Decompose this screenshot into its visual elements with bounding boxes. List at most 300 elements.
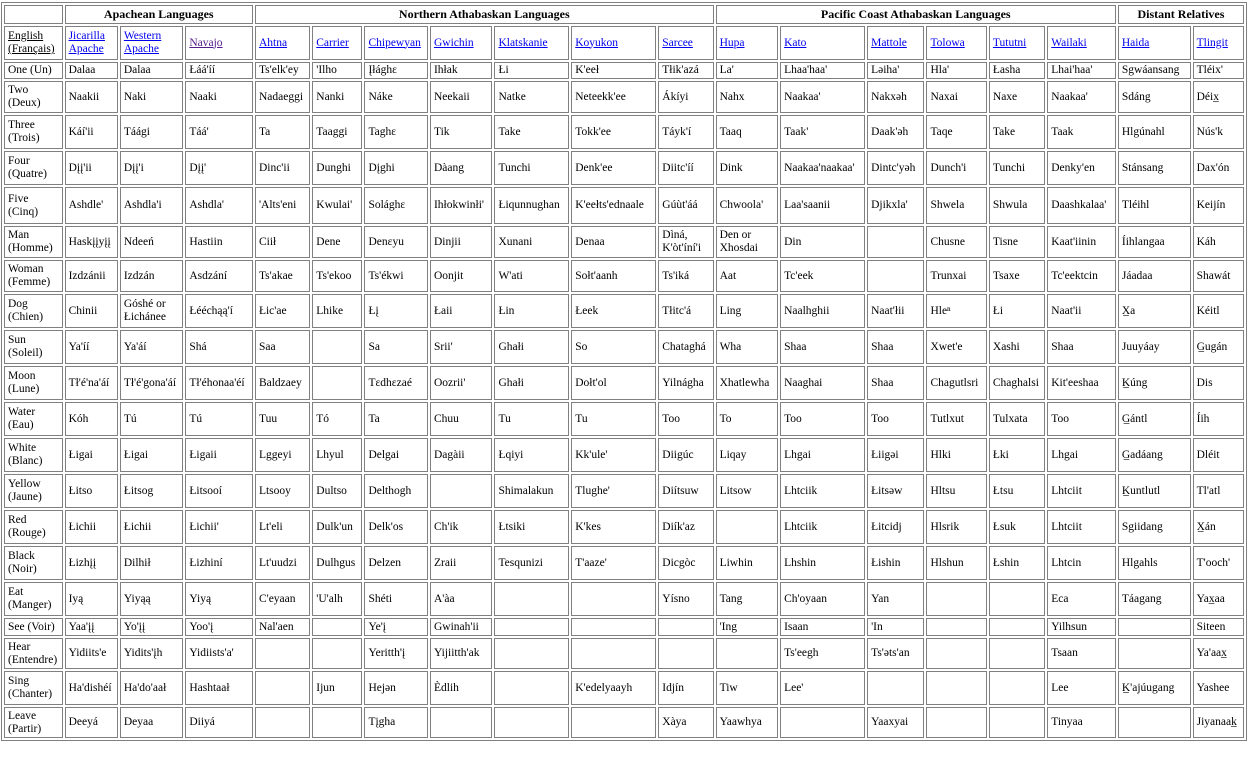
table-row <box>4 638 1244 669</box>
word-cell-wailaki: Kit'eeshaa <box>1047 366 1116 400</box>
word-cell-tolowa <box>926 618 986 636</box>
word-cell-tututni: Naxe <box>989 81 1045 113</box>
word-cell-gwichin: Zraii <box>430 546 492 580</box>
word-cell-tolowa: Hlsrik <box>926 510 986 544</box>
corner-cell <box>4 5 63 24</box>
word-cell-koyukon: Tokk'ee <box>571 115 656 149</box>
word-cell-wailaki: Lhtciit <box>1047 510 1116 544</box>
word-cell-klatskanie: Ghałi <box>494 330 569 364</box>
row-gloss: Red (Rouge) <box>4 510 63 544</box>
language-header-tututni <box>989 26 1045 60</box>
word-cell-haida <box>1118 618 1191 636</box>
word-cell-klatskanie <box>494 638 569 669</box>
language-link-navajo[interactable]: Navajo <box>189 36 223 49</box>
word-cell-koyukon: Tlughe' <box>571 474 656 508</box>
word-cell-ahtna: Ts'akae <box>255 260 310 292</box>
word-cell-navajo: Tł'éhonaa'éí <box>185 366 253 400</box>
word-cell-sarcee <box>658 618 713 636</box>
word-cell-kato: Lhgai <box>780 438 865 472</box>
word-cell-navajo: Łigaii <box>185 438 253 472</box>
word-cell-kato: Naalhghii <box>780 294 865 328</box>
word-cell-haida: Sgiidang <box>1118 510 1191 544</box>
word-cell-gwichin: Ihłokwinłi' <box>430 187 492 224</box>
word-cell-wailaki: Shaa <box>1047 330 1116 364</box>
word-cell-chipewyan: Hejən <box>364 671 428 705</box>
word-cell-ahtna <box>255 638 310 669</box>
word-cell-mattole: Djikxla' <box>867 187 924 224</box>
word-cell-hupa: La' <box>716 62 778 79</box>
group-header-pacific-coast-athabaskan-languages: Pacific Coast Athabaskan Languages <box>716 5 1116 24</box>
word-cell-kato: Din <box>780 226 865 258</box>
word-cell-tlingit: Káh <box>1193 226 1244 258</box>
word-cell-tlingit: Shawát <box>1193 260 1244 292</box>
word-cell-koyukon: Neteekk'ee <box>571 81 656 113</box>
language-link-kato[interactable]: Kato <box>784 36 807 49</box>
word-cell-haida: Íihlangaa <box>1118 226 1191 258</box>
word-cell-sarcee: Ts'iká <box>658 260 713 292</box>
word-cell-ahtna: Lggeyi <box>255 438 310 472</box>
word-cell-kato: Naakaa'naakaa' <box>780 151 865 185</box>
word-cell-carrier: Dene <box>312 226 362 258</box>
word-cell-klatskanie <box>494 582 569 616</box>
word-cell-chipewyan: Sa <box>364 330 428 364</box>
word-cell-tlingit: Nús'k <box>1193 115 1244 149</box>
word-cell-haida: X̲a <box>1118 294 1191 328</box>
word-cell-koyukon <box>571 582 656 616</box>
word-cell-carrier <box>312 707 362 738</box>
word-cell-tlingit: Tl'atl <box>1193 474 1244 508</box>
word-cell-mattole: Nakxəh <box>867 81 924 113</box>
word-cell-hupa: To <box>716 402 778 436</box>
word-cell-chipewyan: Tįgha <box>364 707 428 738</box>
word-cell-kato: Lhtciik <box>780 474 865 508</box>
word-cell-tolowa: Taqe <box>926 115 986 149</box>
language-link-western-apache[interactable]: Western Apache <box>123 30 162 55</box>
word-cell-tolowa: Xwet'e <box>926 330 986 364</box>
word-cell-jicarilla-apache: Tł'é'na'áí <box>65 366 118 400</box>
word-cell-haida: K̲'ajúugang <box>1118 671 1191 705</box>
table-row <box>4 546 1244 580</box>
word-cell-western-apache: Ha'do'aał <box>120 671 184 705</box>
group-header-northern-athabaskan-languages: Northern Athabaskan Languages <box>255 5 714 24</box>
word-cell-tututni: Take <box>989 115 1045 149</box>
word-cell-jicarilla-apache: Łizhįį <box>65 546 118 580</box>
word-cell-chipewyan: Taghɛ <box>364 115 428 149</box>
word-cell-carrier: Dultso <box>312 474 362 508</box>
table-row <box>4 81 1244 113</box>
word-cell-ahtna: Nadaeggi <box>255 81 310 113</box>
word-cell-wailaki: Lhtciit <box>1047 474 1116 508</box>
word-cell-chipewyan: Delthogh <box>364 474 428 508</box>
word-cell-sarcee: Gúùt'áá <box>658 187 713 224</box>
word-cell-navajo: Yiyą <box>185 582 253 616</box>
word-cell-tututni: Łtsu <box>989 474 1045 508</box>
word-cell-tututni <box>989 707 1045 738</box>
word-cell-kato: Isaan <box>780 618 865 636</box>
word-cell-mattole: Łiigəi <box>867 438 924 472</box>
word-cell-klatskanie <box>494 707 569 738</box>
word-cell-gwichin: A'àa <box>430 582 492 616</box>
word-cell-hupa: Dink <box>716 151 778 185</box>
word-cell-tututni: Łi <box>989 294 1045 328</box>
word-cell-tututni: Łsuk <box>989 510 1045 544</box>
table-row <box>4 62 1244 79</box>
language-link-ahtna[interactable]: Ahtna <box>258 36 288 49</box>
word-cell-wailaki: Kaat'iinin <box>1047 226 1116 258</box>
table-row <box>4 618 1244 636</box>
word-cell-hupa: Liwhin <box>716 546 778 580</box>
row-gloss: Man (Homme) <box>4 226 63 258</box>
word-cell-haida: Sdáng <box>1118 81 1191 113</box>
word-cell-wailaki: Lhtcin <box>1047 546 1116 580</box>
language-link-jicarilla-apache[interactable]: Jicarilla Apache <box>68 30 105 55</box>
word-cell-tlingit: G̲ugán <box>1193 330 1244 364</box>
word-cell-western-apache: Dilhił <box>120 546 184 580</box>
word-cell-koyukon: Kk'ule' <box>571 438 656 472</box>
word-cell-wailaki: Naat'ii <box>1047 294 1116 328</box>
word-cell-sarcee <box>658 638 713 669</box>
row-gloss: Sing (Chanter) <box>4 671 63 705</box>
word-cell-western-apache: Izdzán <box>120 260 184 292</box>
word-cell-tlingit: T'ooch' <box>1193 546 1244 580</box>
word-cell-tututni: Łshin <box>989 546 1045 580</box>
word-cell-jicarilla-apache: Káí'ii <box>65 115 118 149</box>
language-link-tututni[interactable]: Tututni <box>992 36 1027 49</box>
word-cell-gwichin: Srii' <box>430 330 492 364</box>
word-cell-kato: Naakaa' <box>780 81 865 113</box>
word-cell-gwichin: Ihłak <box>430 62 492 79</box>
word-cell-navajo: Łitsooí <box>185 474 253 508</box>
word-cell-hupa: 'Ing <box>716 618 778 636</box>
vocabulary-table <box>1 2 1247 741</box>
word-cell-western-apache: Dįį'i <box>120 151 184 185</box>
word-cell-hupa <box>716 638 778 669</box>
language-header-hupa <box>716 26 778 60</box>
row-gloss: Dog (Chien) <box>4 294 63 328</box>
language-header-gwichin <box>430 26 492 60</box>
word-cell-carrier: Taaggi <box>312 115 362 149</box>
word-cell-jicarilla-apache: Chinii <box>65 294 118 328</box>
word-cell-western-apache: Dalaa <box>120 62 184 79</box>
word-cell-ahtna: Ta <box>255 115 310 149</box>
word-cell-klatskanie: Tu <box>494 402 569 436</box>
word-cell-carrier: Kwulai' <box>312 187 362 224</box>
word-cell-sarcee: Chataghá <box>658 330 713 364</box>
word-cell-klatskanie: Łqiyi <box>494 438 569 472</box>
word-cell-ahtna: Ltsooy <box>255 474 310 508</box>
word-cell-wailaki: Yilhsun <box>1047 618 1116 636</box>
word-cell-ahtna: Saa <box>255 330 310 364</box>
word-cell-gwichin: Neekaii <box>430 81 492 113</box>
word-cell-mattole: Yaaxyai <box>867 707 924 738</box>
word-cell-sarcee: Táyk'í <box>658 115 713 149</box>
word-cell-wailaki: Lhai'haa' <box>1047 62 1116 79</box>
language-header-carrier <box>312 26 362 60</box>
word-cell-ahtna: C'eyaan <box>255 582 310 616</box>
word-cell-sarcee: Diík'az <box>658 510 713 544</box>
word-cell-koyukon: So <box>571 330 656 364</box>
row-gloss: Three (Trois) <box>4 115 63 149</box>
word-cell-ahtna <box>255 707 310 738</box>
word-cell-chipewyan: Delk'os <box>364 510 428 544</box>
table-row <box>4 260 1244 292</box>
language-header-ahtna <box>255 26 310 60</box>
table-row <box>4 187 1244 224</box>
word-cell-sarcee: Diigúc <box>658 438 713 472</box>
word-cell-gwichin: Ch'ik <box>430 510 492 544</box>
word-cell-gwichin: Dagàii <box>430 438 492 472</box>
language-header-wailaki <box>1047 26 1116 60</box>
word-cell-tututni: Tsaxe <box>989 260 1045 292</box>
table-row <box>4 510 1244 544</box>
word-cell-sarcee: Tłik'azá <box>658 62 713 79</box>
word-cell-kato: Lhtciik <box>780 510 865 544</box>
word-cell-mattole: Ts'əts'an <box>867 638 924 669</box>
language-link-gwichin[interactable]: Gwichin <box>433 36 474 49</box>
table-row <box>4 474 1244 508</box>
language-header-tlingit <box>1193 26 1244 60</box>
word-cell-carrier <box>312 366 362 400</box>
row-gloss: Sun (Soleil) <box>4 330 63 364</box>
word-cell-tututni: Xashi <box>989 330 1045 364</box>
word-cell-ahtna: Lt'uudzi <box>255 546 310 580</box>
word-cell-wailaki: Tsaan <box>1047 638 1116 669</box>
group-header-distant-relatives: Distant Relatives <box>1118 5 1244 24</box>
word-cell-tolowa <box>926 671 986 705</box>
word-cell-tututni: Tisne <box>989 226 1045 258</box>
word-cell-carrier: Dulk'un <box>312 510 362 544</box>
row-gloss: Woman (Femme) <box>4 260 63 292</box>
word-cell-haida: K̲úng <box>1118 366 1191 400</box>
word-cell-western-apache: Táági <box>120 115 184 149</box>
word-cell-ahtna: Nal'aen <box>255 618 310 636</box>
word-cell-klatskanie: Take <box>494 115 569 149</box>
word-cell-haida <box>1118 707 1191 738</box>
language-link-sarcee[interactable]: Sarcee <box>662 36 693 49</box>
word-cell-navajo: Naaki <box>185 81 253 113</box>
word-cell-kato: Ch'oyaan <box>780 582 865 616</box>
word-cell-western-apache: Tú <box>120 402 184 436</box>
word-cell-western-apache: Tł'é'gona'áí <box>120 366 184 400</box>
language-link-tolowa[interactable]: Tolowa <box>930 36 965 49</box>
word-cell-klatskanie: Tesqunizi <box>494 546 569 580</box>
table-row <box>4 707 1244 738</box>
word-cell-navajo: Tú <box>185 402 253 436</box>
word-cell-tlingit: Jiyanaak̲ <box>1193 707 1244 738</box>
language-header-western-apache <box>120 26 184 60</box>
word-cell-western-apache: Deyaa <box>120 707 184 738</box>
word-cell-gwichin: Oonjit <box>430 260 492 292</box>
language-header-sarcee <box>658 26 713 60</box>
table-row <box>4 438 1244 472</box>
word-cell-sarcee: Xàya <box>658 707 713 738</box>
word-cell-haida: K̲untlutl <box>1118 474 1191 508</box>
word-cell-kato: Lhshin <box>780 546 865 580</box>
word-cell-chipewyan: Ta <box>364 402 428 436</box>
table-row <box>4 366 1244 400</box>
word-cell-western-apache: Yidits'įh <box>120 638 184 669</box>
word-cell-chipewyan: Łį <box>364 294 428 328</box>
word-cell-tututni: Tunchi <box>989 151 1045 185</box>
word-cell-tututni <box>989 671 1045 705</box>
word-cell-koyukon <box>571 618 656 636</box>
word-cell-haida: Hlgúnahl <box>1118 115 1191 149</box>
word-cell-tututni: Chaghalsi <box>989 366 1045 400</box>
row-gloss: Hear (Entendre) <box>4 638 63 669</box>
word-cell-hupa: Chwoola' <box>716 187 778 224</box>
language-header-kato <box>780 26 865 60</box>
table-header <box>4 5 1244 60</box>
word-cell-koyukon: Sołt'aanh <box>571 260 656 292</box>
word-cell-ahtna: Łic'ae <box>255 294 310 328</box>
language-link-carrier[interactable]: Carrier <box>316 36 349 49</box>
word-cell-kato: Too <box>780 402 865 436</box>
word-cell-tolowa: Hleⁿ <box>926 294 986 328</box>
word-cell-tolowa: Chagutlsri <box>926 366 986 400</box>
language-link-hupa[interactable]: Hupa <box>719 36 745 49</box>
language-group-row <box>4 5 1244 24</box>
word-cell-jicarilla-apache: Łichii <box>65 510 118 544</box>
word-cell-tututni: Łki <box>989 438 1045 472</box>
word-cell-hupa: Ling <box>716 294 778 328</box>
word-cell-wailaki: Lhgai <box>1047 438 1116 472</box>
row-gloss: One (Un) <box>4 62 63 79</box>
language-header-haida <box>1118 26 1191 60</box>
word-cell-jicarilla-apache: Yidiits'e <box>65 638 118 669</box>
word-cell-mattole: Dintc'yəh <box>867 151 924 185</box>
word-cell-klatskanie: Łtsiki <box>494 510 569 544</box>
word-cell-jicarilla-apache: Ha'dishéí <box>65 671 118 705</box>
word-cell-western-apache: Naki <box>120 81 184 113</box>
word-cell-ahtna: Dinc'ii <box>255 151 310 185</box>
word-cell-tolowa: Hlki <box>926 438 986 472</box>
word-cell-ahtna: 'Alts'eni <box>255 187 310 224</box>
word-cell-hupa: Tiw <box>716 671 778 705</box>
word-cell-sarcee: Too <box>658 402 713 436</box>
word-cell-chipewyan: Denɛyu <box>364 226 428 258</box>
row-gloss: See (Voir) <box>4 618 63 636</box>
word-cell-western-apache: Yiyąą <box>120 582 184 616</box>
word-cell-tlingit: Siteen <box>1193 618 1244 636</box>
word-cell-chipewyan: Náke <box>364 81 428 113</box>
word-cell-koyukon: Denaa <box>571 226 656 258</box>
word-cell-mattole: Łitcidj <box>867 510 924 544</box>
word-cell-carrier: Tó <box>312 402 362 436</box>
word-cell-klatskanie: Łiqunnughan <box>494 187 569 224</box>
word-cell-chipewyan: Ye'į <box>364 618 428 636</box>
word-cell-sarcee: Idjín <box>658 671 713 705</box>
word-cell-mattole: 'In <box>867 618 924 636</box>
language-link-mattole[interactable]: Mattole <box>871 36 907 49</box>
word-cell-navajo: Łichii' <box>185 510 253 544</box>
word-cell-haida: Táagang <box>1118 582 1191 616</box>
word-cell-klatskanie <box>494 618 569 636</box>
word-cell-haida: G̲adáang <box>1118 438 1191 472</box>
gloss-column-header <box>4 26 63 60</box>
word-cell-western-apache: Łichii <box>120 510 184 544</box>
word-cell-tolowa <box>926 638 986 669</box>
gloss-column-header-label: English (Français) <box>8 30 55 55</box>
language-link-chipewyan[interactable]: Chipewyan <box>368 36 421 49</box>
word-cell-carrier: Nanki <box>312 81 362 113</box>
word-cell-chipewyan: Dįghi <box>364 151 428 185</box>
word-cell-tolowa: Hlshun <box>926 546 986 580</box>
word-cell-western-apache: Yo'įį <box>120 618 184 636</box>
word-cell-carrier <box>312 638 362 669</box>
row-gloss: Eat (Manger) <box>4 582 63 616</box>
row-gloss: Five (Cinq) <box>4 187 63 224</box>
word-cell-tolowa: Naxai <box>926 81 986 113</box>
word-cell-hupa: Taaq <box>716 115 778 149</box>
word-cell-carrier: Lhyul <box>312 438 362 472</box>
word-cell-gwichin: Tik <box>430 115 492 149</box>
group-header-apachean-languages: Apachean Languages <box>65 5 253 24</box>
word-cell-carrier: Ts'ekoo <box>312 260 362 292</box>
word-cell-navajo: Łééchąą'í <box>185 294 253 328</box>
word-cell-tlingit: Yashee <box>1193 671 1244 705</box>
word-cell-navajo: Łáá'íí <box>185 62 253 79</box>
language-header-klatskanie <box>494 26 569 60</box>
word-cell-carrier <box>312 330 362 364</box>
word-cell-chipewyan: Solághɛ <box>364 187 428 224</box>
row-gloss: Water (Eau) <box>4 402 63 436</box>
word-cell-klatskanie: Łi <box>494 62 569 79</box>
word-cell-haida: Sgwáansang <box>1118 62 1191 79</box>
language-link-tlingit[interactable]: Tlingit <box>1196 36 1228 49</box>
table-body <box>4 62 1244 738</box>
word-cell-klatskanie: W'ati <box>494 260 569 292</box>
word-cell-haida: Jáadaa <box>1118 260 1191 292</box>
word-cell-mattole: Too <box>867 402 924 436</box>
word-cell-jicarilla-apache: Iyą <box>65 582 118 616</box>
word-cell-navajo: Shá <box>185 330 253 364</box>
word-cell-jicarilla-apache: Izdzánii <box>65 260 118 292</box>
language-link-klatskanie[interactable]: Klatskanie <box>498 36 548 49</box>
word-cell-koyukon: T'aaze' <box>571 546 656 580</box>
word-cell-mattole: Shaa <box>867 366 924 400</box>
word-cell-kato: Tc'eek <box>780 260 865 292</box>
word-cell-tututni <box>989 582 1045 616</box>
word-cell-gwichin: Gwinah'ii <box>430 618 492 636</box>
word-cell-carrier <box>312 618 362 636</box>
word-cell-mattole <box>867 671 924 705</box>
word-cell-mattole <box>867 260 924 292</box>
word-cell-mattole: Yan <box>867 582 924 616</box>
word-cell-kato: Ts'eegh <box>780 638 865 669</box>
word-cell-wailaki: Eca <box>1047 582 1116 616</box>
language-link-koyukon[interactable]: Koyukon <box>575 36 619 49</box>
row-gloss: Yellow (Jaune) <box>4 474 63 508</box>
word-cell-gwichin: Dinjii <box>430 226 492 258</box>
word-cell-koyukon: K'eełts'ednaale <box>571 187 656 224</box>
language-link-haida[interactable]: Haida <box>1121 36 1150 49</box>
word-cell-klatskanie: Xunani <box>494 226 569 258</box>
word-cell-carrier: 'U'alh <box>312 582 362 616</box>
word-cell-jicarilla-apache: Dįį'ii <box>65 151 118 185</box>
word-cell-wailaki: Taak <box>1047 115 1116 149</box>
word-cell-tututni <box>989 638 1045 669</box>
word-cell-jicarilla-apache: Naakii <box>65 81 118 113</box>
word-cell-jicarilla-apache: Łitso <box>65 474 118 508</box>
word-cell-carrier: Dunghi <box>312 151 362 185</box>
word-cell-carrier: 'Ilho <box>312 62 362 79</box>
word-cell-koyukon: Tu <box>571 402 656 436</box>
word-cell-wailaki: Tinyaa <box>1047 707 1116 738</box>
language-link-wailaki[interactable]: Wailaki <box>1051 36 1087 49</box>
word-cell-wailaki: Tc'eektcin <box>1047 260 1116 292</box>
word-cell-tututni: Shwula <box>989 187 1045 224</box>
word-cell-sarcee: Dìná, K'òt'íní'i <box>658 226 713 258</box>
